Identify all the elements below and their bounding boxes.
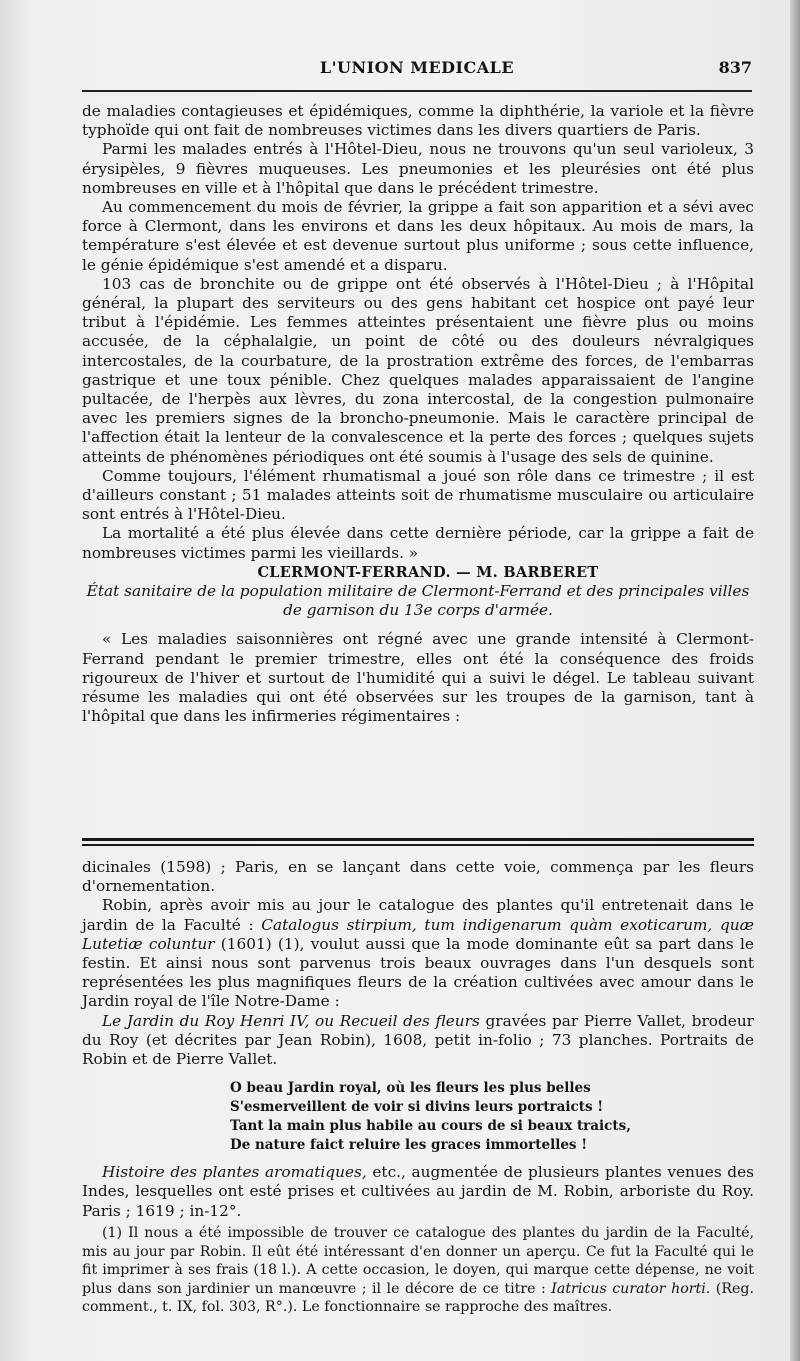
paragraph: Parmi les malades entrés à l'Hôtel-Dieu, nous ne trouvons qu'un seul varioleux, 3 érysipèles, 9 fièvres muqueuses. Les pneumonies et les pleurésies ont été plus nombreuses en ville et à l'hôpital que dans le précédent trimestre. [82,140,754,197]
page-number: 837 [718,58,752,77]
running-head: L'UNION MEDICALE [319,58,515,77]
upper-text-block [82,102,754,727]
subtitle-line: État sanitaire de la population militaire de Clermont-Ferrand et des principales villes [86,582,750,601]
lower-text-block [82,858,754,1221]
book-title: Histoire des plantes aromatiques, [102,1163,367,1182]
paragraph: « Les maladies saisonnières ont régné avec une grande intensité à Clermont-Ferrand pendant le premier trimestre, elles ont été la conséquence des froids rigoureux de l'hiver et surtout de l'humidité qui a suivi le dégel. Le tableau suivant résume les maladies qui ont été observées sur les troupes de la garnison, tant à l'hôpital que dans les infirmeries régimentaires : [82,630,754,726]
section-divider [82,838,754,847]
paragraph: Le Jardin du Roy Henri IV, ou Recueil des fleurs gravées par Pierre Vallet, brodeur du Roy (et décrites par Jean Robin), 1608, petit in-folio ; 73 planches. Portraits de Robin et de Pierre Vallet. [82,1011,754,1069]
section-title: CLERMONT-FERRAND. — M. BARBERET [257,563,599,581]
paragraph: dicinales (1598) ; Paris, en se lançant dans cette voie, commença par les fleurs d'ornementation. [82,858,754,896]
section-subtitle [82,582,754,620]
paragraph: La mortalité a été plus élevée dans cette dernière période, car la grippe a fait de nombreuses victimes parmi les vieillards. » [82,524,754,562]
paragraph: de maladies contagieuses et épidémiques, comme la diphthérie, la variole et la fièvre typhoïde qui ont fait de nombreuses victimes dans les divers quartiers de Paris. [82,102,754,140]
poem-line: S'esmerveillent de voir si divins leurs portraicts ! [230,1099,604,1116]
poem-line: Tant la main plus habile au cours de si beaux traicts, [230,1118,631,1135]
paragraph: Robin, après avoir mis au jour le catalogue des plantes qu'il entretenait dans le jardin de la Faculté : Catalogus stirpium, tum indigenarum quàm exoticarum, quæ Lutetiæ coluntur (1601) (1), voulut aussi que la mode dominante eût sa part dans le festin. Et ainsi nous sont parvenus trois beaux ouvrages dans l'un desquels sont représentées les plus magnifiques fleurs de la création cultivées avec amour dans le Jardin royal de l'île Notre-Dame : [82,896,754,1011]
footnote-text: (1) Il nous a été impossible de trouver ce catalogue des plantes du jardin de la Faculté, mis au jour par Robin. Il eût été intéressant d'en donner un aperçu. Ce fut la Faculté qui le fit imprimer à ses frais (18 l.). A cette occasion, le doyen, qui marque cette dépense, ne voit plus dans son jardinier un manœuvre ; il le décore de ce titre : Iatricus curator horti. (Reg. comment., t. IX, fol. 303, R°.). Le fonctionnaire se rapproche des maîtres. [82,1225,754,1316]
paragraph: Comme toujours, l'élément rhumatismal a joué son rôle dans ce trimestre ; il est d'ailleurs constant ; 51 malades atteints soit de rhumatisme musculaire ou articulaire sont entrés à l'Hôtel-Dieu. [82,466,754,524]
book-title: Catalogus stirpium, tum indigenarum quàm exoticarum, quæ Lutetiæ coluntur [82,915,754,953]
subtitle-line: de garnison du 13e corps d'armée. [283,601,553,620]
poem-line: De nature faict reluire les graces immortelles ! [230,1137,588,1154]
paragraph: Au commencement du mois de février, la grippe a fait son apparition et a sévi avec force à Clermont, dans les environs et dans les deux hôpitaux. Au mois de mars, la température s'est élevée et est devenue surtout plus uniforme ; sous cette influence, le génie épidémique s'est amendé et a disparu. [82,198,754,274]
latin-title: Iatricus curator horti. [551,1280,711,1297]
book-title: Le Jardin du Roy Henri IV, ou Recueil des fleurs [102,1011,480,1030]
paragraph: Histoire des plantes aromatiques, etc., augmentée de plusieurs plantes venues des Indes, lesquelles ont esté prises et cultivées au jardin de M. Robin, arboriste du Roy. Paris ; 1619 ; in-12°. [82,1163,754,1220]
paragraph: 103 cas de bronchite ou de grippe ont été observés à l'Hôtel-Dieu ; à l'Hôpital général, la plupart des serviteurs ou des gens habitant cet hospice ont payé leur tribut à l'épidémie. Les femmes atteintes présentaient une fièvre plus ou moins accusée, de la céphalalgie, un point de côté ou des douleurs névralgiques intercostales, de la courbature, de la prostration extrême des forces, de l'embarras gastrique et une toux pénible. Chez quelques malades apparaissaient de l'angine pultacée, de l'herpès aux lèvres, du zona intercostal, de la congestion pulmonaire avec les premiers signes de la broncho-pneumonie. Mais le caractère principal de l'affection était la lenteur de la convalescence et la perte des forces ; quelques sujets atteints de phénomènes périodiques ont été soumis à l'usage des sels de quinine. [82,274,754,466]
poem-line: O beau Jardin royal, où les fleurs les plus belles [230,1080,591,1097]
page-edge-shadow [790,0,800,1361]
poem [230,1079,754,1155]
header-rule [82,90,752,92]
footnote [82,1224,754,1317]
page-header [82,58,752,82]
